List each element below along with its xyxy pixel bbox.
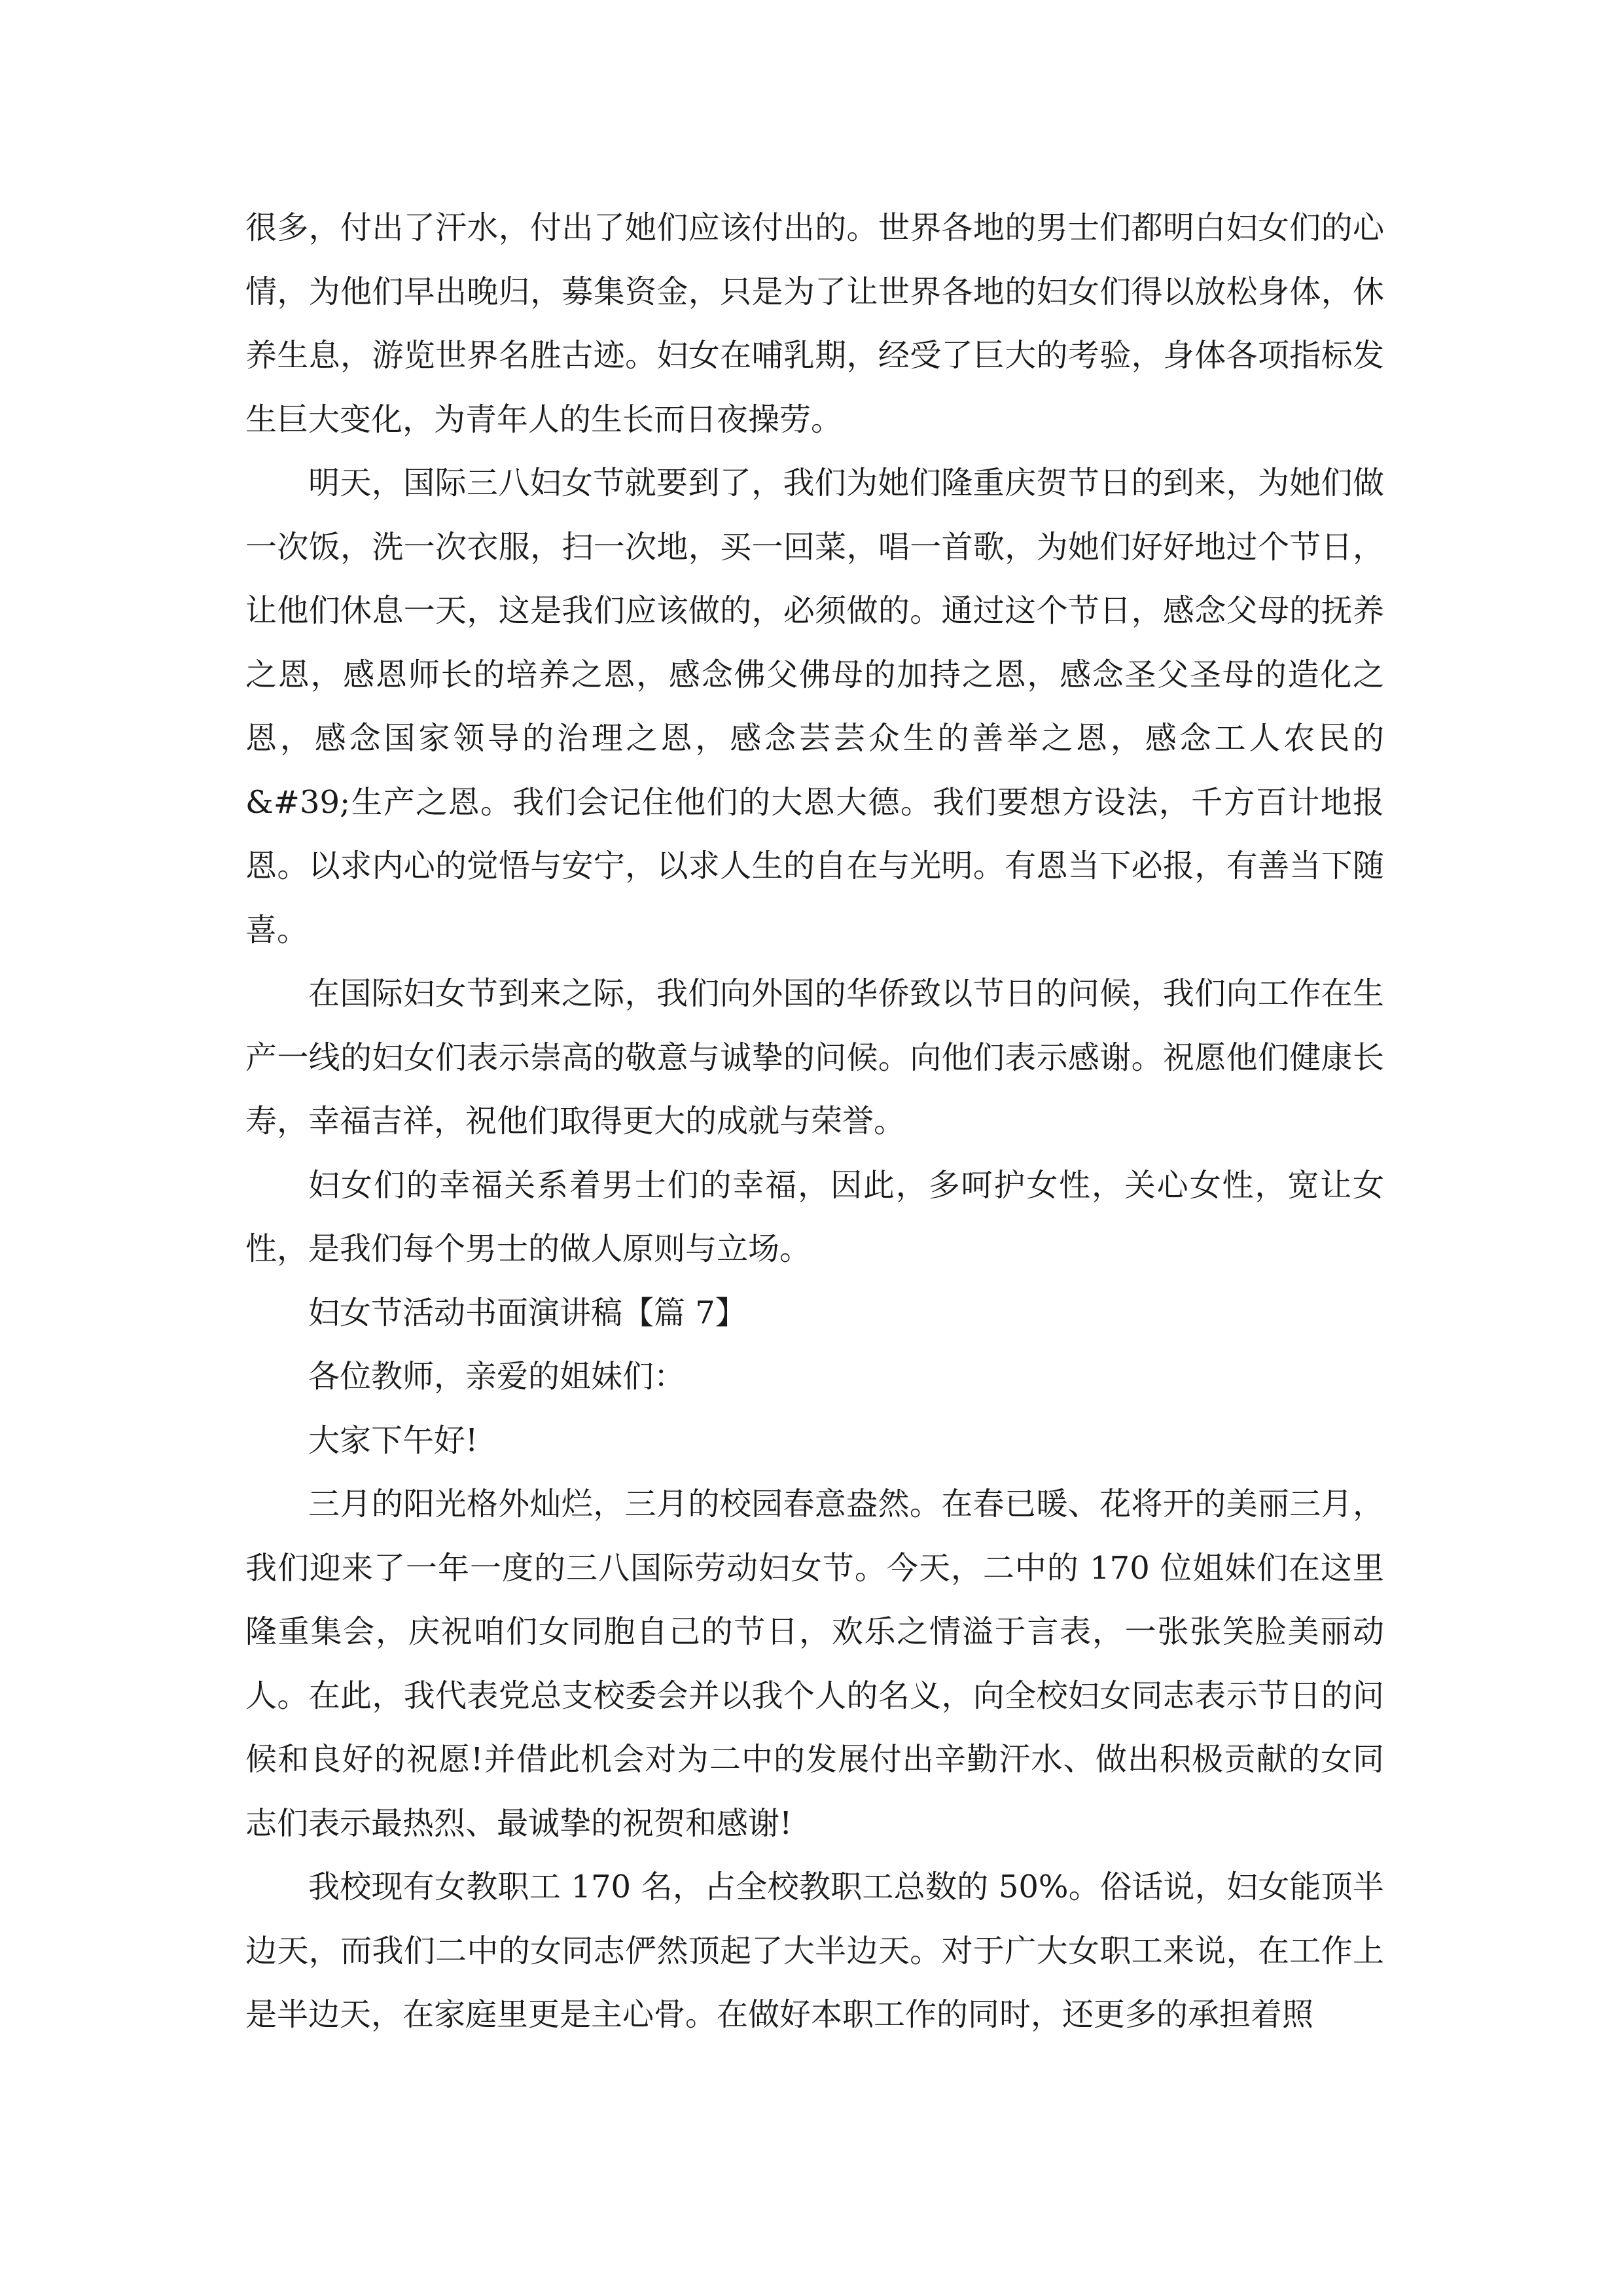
paragraph-staff: 我校现有女教职工 170 名，占全校教职工总数的 50%。俗话说，妇女能顶半边天，而我们二中的女同志俨然顶起了大半边天。对于广大女职工来说，在工作上是半边天，在家庭里更是主心骨。在做好本职工作的同时，还更多的承担着照 (245, 1869, 1384, 2033)
paragraph-tomorrow: 明天，国际三八妇女节就要到了，我们为她们隆重庆贺节日的到来，为她们做一次饭，洗一次衣服，扫一次地，买一回菜，唱一首歌，为她们好好地过个节日，让他们休息一天，这是我们应该做的，必须做的。通过这个节日，感念父母的抚养之恩，感恩师长的培养之恩，感念佛父佛母的加持之恩，感念圣父圣母的造化之恩，感念国家领导的治理之恩，感念芸芸众生的善举之恩，感念工人农民的&#39;生产之恩。我们会记住他们的大恩大德。我们要想方设法，千方百计地报恩。以求内心的觉悟与安宁，以求人生的自在与光明。有恩当下必报，有善当下随喜。 (245, 465, 1384, 948)
document-body (245, 196, 1384, 2047)
salutation: 各位教师，亲爱的姐妹们： (308, 1358, 686, 1395)
paragraph-march: 三月的阳光格外灿烂，三月的校园春意盎然。在春已暖、花将开的美丽三月，我们迎来了一年一度的三八国际劳动妇女节。今天，二中的 170 位姐妹们在这里隆重集会，庆祝咱们女同胞自己的节日，欢乐之情溢于言表，一张张笑脸美丽动人。在此，我代表党总支校委会并以我个人的名义，向全校妇女同志表示节日的问候和良好的祝愿!并借此机会对为二中的发展付出辛勤汗水、做出积极贡献的女同志们表示最热烈、最诚挚的祝贺和感谢! (245, 1486, 1384, 1842)
greeting-line: 大家下午好! (308, 1422, 478, 1459)
section-heading: 妇女节活动书面演讲稿【篇 7】 (308, 1294, 747, 1331)
paragraph-continuation: 很多，付出了汗水，付出了她们应该付出的。世界各地的男士们都明白妇女们的心情，为他们早出晚归，募集资金，只是为了让世界各地的妇女们得以放松身体，休养生息，游览世界名胜古迹。妇女在哺乳期，经受了巨大的考验，身体各项指标发生巨大变化，为青年人的生长而日夜操劳。 (245, 209, 1384, 438)
paragraph-happiness: 妇女们的幸福关系着男士们的幸福，因此，多呵护女性，关心女性，宽让女性，是我们每个男士的做人原则与立场。 (245, 1166, 1384, 1267)
paragraph-greetings: 在国际妇女节到来之际，我们向外国的华侨致以节日的问候，我们向工作在生产一线的妇女们表示崇高的敬意与诚挚的问候。向他们表示感谢。祝愿他们健康长寿，幸福吉祥，祝他们取得更大的成就与荣誉。 (245, 975, 1384, 1139)
